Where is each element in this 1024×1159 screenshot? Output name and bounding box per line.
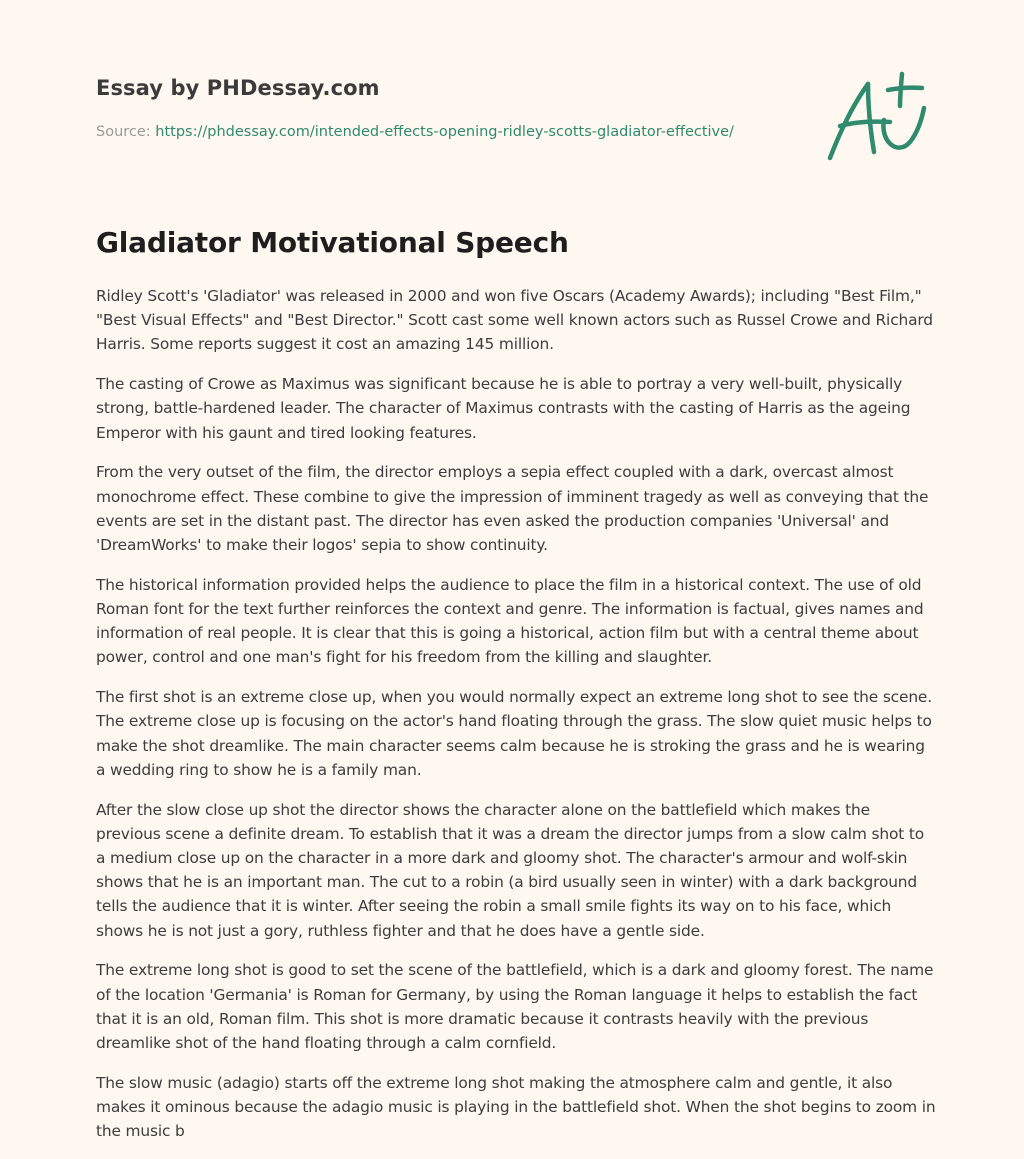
essay-title: Gladiator Motivational Speech <box>96 226 569 259</box>
essay-body <box>96 284 938 1159</box>
essay-paragraph: After the slow close up shot the director shows the character alone on the battlefield which makes the previous scene a definite dream. To establish that it was a dream the director jumps from a slow calm shot to a medium close up on the character in a more dark and gloomy shot. The character's armour and wolf-skin shows that he is an important man. The cut to a robin (a bird usually seen in winter) with a dark background tells the audience that it is winter. After seeing the robin a small smile fights its way on to his face, which shows he is not just a gory, ruthless fighter and that he does have a gentle side. <box>96 800 925 940</box>
essay-paragraph: The slow music (adagio) starts off the extreme long shot making the atmosphere calm and gentle, it also makes it ominous because the adagio music is playing in the battlefield shot. When the shot begins to zoom in the music b <box>96 1073 936 1141</box>
essay-paragraph: The casting of Crowe as Maximus was significant because he is able to portray a very well-built, physically strong, battle-hardened leader. The character of Maximus contrasts with the casting of Harris as the ageing Emperor with his gaunt and tired looking features. <box>96 375 911 442</box>
essay-paragraph: The historical information provided helps the audience to place the film in a historical context. The use of old Roman font for the text further reinforces the context and genre. The information is factual, gives names and information of real people. It is clear that this is going a historical, action film but with a central theme about power, control and one man's fight for his freedom from the killing and slaughter. <box>96 575 924 667</box>
essay-paragraph: The first shot is an extreme close up, when you would normally expect an extreme long shot to see the scene. The extreme close up is focusing on the actor's hand floating through the grass. The slow quiet music helps to make the shot dreamlike. The main character seems calm because he is stroking the grass and he is wearing a wedding ring to show he is a family man. <box>96 688 932 779</box>
a-plus-logo-icon <box>818 66 930 166</box>
essay-paragraph: Ridley Scott's 'Gladiator' was released in 2000 and won five Oscars (Academy Awards); including "Best Film," "Best Visual Effects" and "Best Director." Scott cast some well known actors such as Russel Crowe and Richard Harris. Some reports suggest it cost an amazing 145 million. <box>96 287 933 354</box>
source-label: Source: <box>96 124 156 140</box>
essay-paragraph: The extreme long shot is good to set the scene of the battlefield, which is a dark and gloomy forest. The name of the location 'Germania' is Roman for Germany, by using the Roman language it helps to establish the fact that it is an old, Roman film. This shot is more dramatic because it contrasts heavily with the previous dreamlike shot of the hand floating through a calm cornfield. <box>96 961 934 1053</box>
source-line <box>96 124 734 140</box>
site-brand: Essay by PHDessay.com <box>96 76 380 100</box>
source-link[interactable]: https://phdessay.com/intended-effects-opening-ridley-scotts-gladiator-effective/ <box>155 124 734 140</box>
essay-paragraph: From the very outset of the film, the director employs a sepia effect coupled with a dark, overcast almost monochrome effect. These combine to give the impression of imminent tragedy as well as conveying that the events are set in the distant past. The director has even asked the production companies 'Universal' and 'DreamWorks' to make their logos' sepia to show continuity. <box>96 463 929 555</box>
